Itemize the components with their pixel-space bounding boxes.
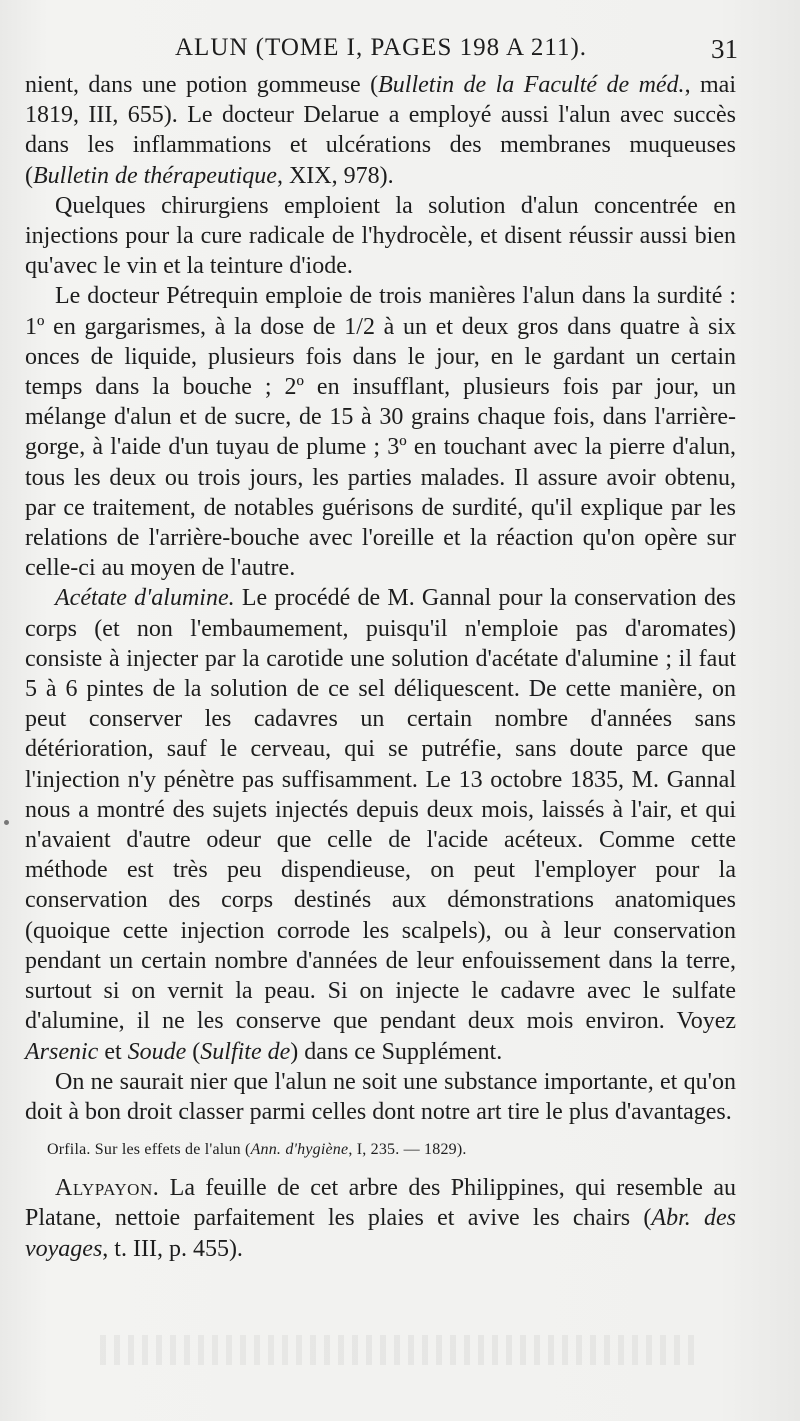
margin-speck <box>4 820 9 825</box>
paragraph-1 <box>25 70 736 191</box>
bibliographic-reference <box>47 1139 736 1161</box>
text-run: , I, 235. — 1829). <box>348 1141 467 1159</box>
paragraph-3: Le docteur Pétrequin emploie de trois manières l'alun dans la surdité : 1º en gargarismes, à la dose de 1/2 à un et deux gros dans quatre à six onces de liquide, plusieurs fois dans le jour, en le gardant un certain temps dans la bouche ; 2º en insufflant, plusieurs fois par jour, un mélange d'alun et de sucre, de 15 à 30 grains chaque fois, dans l'arrière-gorge, à l'aide d'un tuyau de plume ; 3º en touchant avec la pierre d'alun, tous les deux ou trois jours, les parties malades. Il assure avoir obtenu, par ce traitement, de notables guérisons de surdité, qu'il explique par les relations de l'arrière-bouche avec l'oreille et la réaction qu'on opère sur celle-ci au moyen de l'autre. <box>25 283 736 582</box>
page-header <box>0 34 800 70</box>
show-through-texture <box>100 1335 700 1365</box>
text-run: Le procédé de M. Gannal pour la conservation des corps (et non l'embaumement, puisqu'il n'emploie pas d'aromates) consiste à injecter par la carotide une solution d'acétate d'alumine ; il faut 5 à 6 pintes de la solution de ce sel déliquescent. De cette manière, on peut conserver les cadavres un certain nombre d'années sans détérioration, sauf le cerveau, qui se putréfie, sans doute parce que l'injection n'y pénètre pas suffisamment. Le 13 octobre 1835, M. Gannal nous a montré des sujets injectés depuis deux mois, laissés à l'air, et qui n'avaient d'autre odeur que celle de l'acide acéteux. Comme cette méthode est très peu dispendieuse, on peut l'employer pour la conservation des corps destinés aux démonstrations anatomiques (quoique cette injection corrode les scalpels), ou à leur conservation pendant un certain nombre d'années de leur enfouissement dans la terre, surtout si on vernit la peau. Si on injecte le cadavre avec le sulfate d'alumine, il ne les conserve que pendant deux mois environ. Voyez <box>25 585 736 1035</box>
text-run: ( <box>186 1038 201 1065</box>
cross-reference-italic: Sulfite de <box>200 1038 291 1065</box>
paragraph-2: Quelques chirurgiens emploient la solution d'alun concentrée en injections pour la cure radicale de l'hydrocèle, et disent réussir aussi bien qu'avec le vin et la teinture d'iode. <box>25 192 736 280</box>
text-run: , XIX, 978). <box>276 162 394 189</box>
text-run: Orfila. Sur les effets de l'alun ( <box>47 1141 251 1159</box>
running-head: ALUN (TOME I, PAGES 198 A 211). <box>175 34 588 61</box>
paragraph-alypayon <box>25 1173 736 1264</box>
citation-italic: Abr. des voyages <box>25 1205 736 1262</box>
citation-italic: Bulletin de la Faculté de méd. <box>378 72 685 98</box>
citation-italic: Ann. d'hygiène <box>250 1141 349 1159</box>
text-run: , mai 1819, III, 655). Le docteur Delarue a employé aussi l'alun avec succès dans les inflammations et ulcérations des membranes muqueuses ( <box>25 72 736 189</box>
cross-reference-italic: Soude <box>127 1038 187 1065</box>
text-run: , t. III, p. 455). <box>102 1235 243 1262</box>
section-heading-italic: Acétate d'alumine. <box>55 585 235 612</box>
citation-italic: Bulletin de thérapeutique <box>33 162 277 189</box>
text-run: nient, dans une potion gommeuse ( <box>25 72 379 98</box>
paragraph-acetate <box>25 583 736 1066</box>
text-run: La feuille de cet arbre des Philippines, qui resemble au Platane, nettoie parfaitement les plaies et avive les chairs ( <box>25 1175 736 1232</box>
text-run: et <box>98 1038 128 1065</box>
body-text <box>25 70 736 1264</box>
paragraph-5: On ne saurait nier que l'alun ne soit une substance importante, et qu'on doit à bon droit classer parmi celles dont notre art tire le plus d'avantages. <box>25 1068 736 1125</box>
page-number: 31 <box>711 34 738 64</box>
text-run: ) dans ce Supplément. <box>290 1038 503 1065</box>
entry-heading: Alypayon. <box>55 1175 160 1202</box>
cross-reference-italic: Arsenic <box>25 1038 99 1065</box>
